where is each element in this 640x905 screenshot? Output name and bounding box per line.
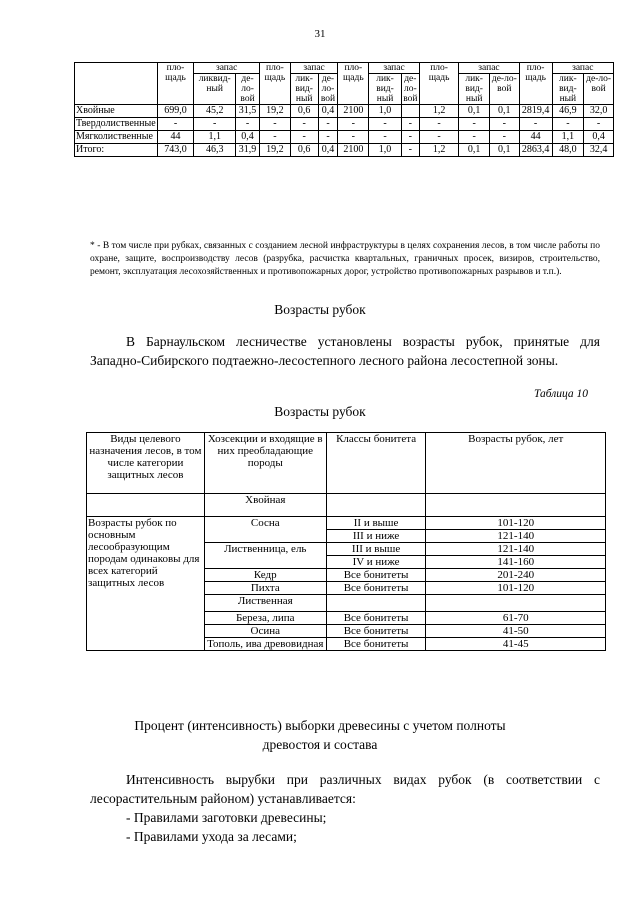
table1-cell: 2819,4 (519, 105, 552, 118)
table10-age: 41-45 (426, 638, 606, 651)
table1-cell: - (236, 118, 260, 131)
table1-row-label: Твердолиственные (76, 118, 156, 129)
table10-empty-cell (326, 494, 426, 517)
table10-species: Тополь, ива древовидная (204, 638, 326, 651)
table1-header: запас (194, 63, 260, 74)
table1-cell: 0,4 (318, 105, 338, 118)
table1-cell: 0,6 (290, 105, 318, 118)
table1-cell: 1,2 (419, 105, 459, 118)
table10-bonitet: III и ниже (326, 530, 426, 543)
table1-cell: 19,2 (259, 144, 290, 157)
footnote: * - В том числе при рубках, связанных с созданием лесной инфраструктуры в целях сохранения лесов, в том числе работы по охране, защите, воспроизводству лесов (разрубка, расчистка квартальных, граничных просек, визиров, строительство, ремонт, эксплуатация лесохозяйственных и противопожарных дорог, устройство противопожарных разрывов и т.п.). (90, 241, 600, 277)
table10-bonitet: Все бонитеты (326, 582, 426, 595)
table10-age: 121-140 (426, 543, 606, 556)
table1-row (75, 118, 614, 131)
table1-header: пло-щадь (338, 63, 369, 105)
table1-cell: 46,9 (552, 105, 584, 118)
table1-cell: - (401, 144, 419, 157)
table10-header: Классы бонитета (326, 433, 426, 494)
table1-cell: 0,1 (459, 105, 490, 118)
table1-cell: - (490, 118, 520, 131)
table1-cell: 0,4 (584, 131, 614, 144)
table10-title: Возрасты рубок (274, 404, 366, 419)
table10-purpose: Возрасты рубок по основным лесообразующим породам одинаковы для всех категорий защитных лесов (87, 517, 205, 651)
table10-species: Пихта (204, 582, 326, 595)
table1-cell: 0,4 (318, 144, 338, 157)
table1-header: запас (290, 63, 338, 74)
table10-bonitet: Все бонитеты (326, 569, 426, 582)
table1-cell: 32,4 (584, 144, 614, 157)
heading-ages: Возрасты рубок (274, 302, 366, 317)
table1-cell: - (338, 131, 369, 144)
table10-bonitet: IV и ниже (326, 556, 426, 569)
table10-age: 141-160 (426, 556, 606, 569)
table1-header: пло-щадь (419, 63, 459, 105)
table1-subheader: де-ло-вой (318, 74, 338, 105)
table1-cell: 19,2 (259, 105, 290, 118)
table1-cell: - (259, 118, 290, 131)
table1-cell: 48,0 (552, 144, 584, 157)
table1-header: пло-щадь (157, 63, 194, 105)
table10-header: Виды целевого назначения лесов, в том числе категории защитных лесов (87, 433, 205, 494)
paragraph-intensity: Интенсивность вырубки при различных видах рубок (в соответствии с лесорастительным районом) устанавливается: (90, 772, 600, 806)
table1-cell: 1,0 (369, 105, 402, 118)
table10-age: 61-70 (426, 612, 606, 625)
table10-species: Сосна (204, 517, 326, 543)
table1-cell: 46,3 (194, 144, 236, 157)
table10-caption: Таблица 10 (533, 388, 588, 400)
table1-cell: - (401, 118, 419, 131)
table1-row-label: Итого: (75, 144, 158, 157)
table1-cell: 0,1 (459, 144, 490, 157)
table1-row-label: Мягколиственные (75, 131, 158, 144)
table1-cell: 31,5 (236, 105, 260, 118)
table1-cell: - (369, 118, 402, 131)
table1-cell: 0,1 (490, 105, 520, 118)
table1-cell: 1,1 (194, 131, 236, 144)
table10-group-deciduous: Лиственная (204, 595, 326, 612)
table1-subheader: ликвид-ный (194, 74, 236, 105)
table1-cell: 44 (519, 131, 552, 144)
table1-cell: - (194, 118, 236, 131)
table1-subheader: де-ло-вой (403, 74, 418, 104)
table1-subheader: лик-вид-ный (369, 74, 402, 105)
table1-cell: 31,9 (236, 144, 260, 157)
table1-cell: 0,4 (236, 131, 260, 144)
table1-cell: 1,0 (369, 144, 402, 157)
table1-cell: - (318, 118, 338, 131)
heading-percent-line2: древостоя и состава (262, 737, 378, 752)
table1-cell: - (401, 131, 419, 144)
table1-row-label: Хвойные (75, 105, 158, 118)
table1-cell: 44 (157, 131, 194, 144)
table1-cell: - (338, 118, 369, 131)
harvest-volume-table (74, 62, 614, 157)
table10-empty-cell (326, 595, 426, 612)
table1-header: пло-щадь (259, 63, 290, 105)
table10-species: Лиственница, ель (204, 543, 326, 569)
table1-cell: 1,1 (552, 131, 584, 144)
table10-row (87, 517, 606, 530)
table1-cell: 0,1 (490, 144, 520, 157)
table1-cell: 1,2 (419, 144, 459, 157)
table10-bonitet: II и выше (326, 517, 426, 530)
table1-cell: 32,0 (584, 105, 614, 118)
table1-header: запас (552, 63, 613, 74)
table10-species: Береза, липа (204, 612, 326, 625)
page-number: 31 (314, 28, 326, 40)
list-item: - Правилами ухода за лесами; (126, 829, 297, 844)
table1-subheader: лик-вид-ный (459, 74, 490, 105)
table1-cell: 743,0 (157, 144, 194, 157)
table10-bonitet: III и выше (326, 543, 426, 556)
table1-cell: - (419, 131, 459, 144)
table10-species: Осина (204, 625, 326, 638)
table10-group-row (87, 494, 606, 517)
table1-cell: - (318, 131, 338, 144)
table10-empty-cell (87, 494, 205, 517)
table1-cell: - (290, 118, 318, 131)
table1-header: пло-щадь (519, 63, 552, 105)
table10-age: 121-140 (426, 530, 606, 543)
table1-cell: - (419, 118, 459, 131)
heading-percent-line1: Процент (интенсивность) выборки древесины с учетом полноты (134, 718, 506, 733)
table10-age: 101-120 (426, 582, 606, 595)
table1-row (75, 105, 614, 118)
table1-cell: - (157, 118, 194, 131)
table10-header-row (87, 433, 606, 494)
table1-cell: - (259, 131, 290, 144)
table1-cell: 45,2 (194, 105, 236, 118)
table1-cell: - (519, 118, 552, 131)
table10-age: 201-240 (426, 569, 606, 582)
table1-cell: 2863,4 (519, 144, 552, 157)
table1-subheader: де-ло-вой (584, 74, 614, 105)
table1-header: запас (369, 63, 420, 74)
table1-row (75, 131, 614, 144)
table1-cell: - (290, 131, 318, 144)
table1-subheader: лик-вид-ный (290, 74, 318, 105)
table10-bonitet: Все бонитеты (326, 612, 426, 625)
table1-subheader: лик-вид-ный (552, 74, 584, 105)
table1-corner-cell (75, 63, 158, 105)
table1-cell: 699,0 (157, 105, 194, 118)
list-item: - Правилами заготовки древесины; (126, 810, 327, 825)
table10-age: 41-50 (426, 625, 606, 638)
table1-cell: - (584, 118, 614, 131)
table1-cell: - (459, 131, 490, 144)
table1-cell: - (552, 118, 584, 131)
table10-bonitet: Все бонитеты (326, 638, 426, 651)
table10-bonitet: Все бонитеты (326, 625, 426, 638)
table1-subheader: де-ло-вой (490, 74, 520, 105)
table1-cell: 2100 (338, 105, 369, 118)
cutting-ages-table (86, 432, 606, 651)
table1-cell: 2100 (338, 144, 369, 157)
table1-cell: 0,6 (290, 144, 318, 157)
table10-header: Хозсекции и входящие в них преобладающие породы (204, 433, 326, 494)
table1-cell (401, 105, 419, 118)
table1-cell: - (459, 118, 490, 131)
table1-cell: - (490, 131, 520, 144)
table1-header-row (75, 63, 614, 74)
table10-group-coniferous: Хвойная (204, 494, 326, 517)
table10-species: Кедр (204, 569, 326, 582)
table10-header: Возрасты рубок, лет (426, 433, 606, 494)
table10-age: 101-120 (426, 517, 606, 530)
table1-header: запас (459, 63, 519, 74)
table10-empty-cell (426, 595, 606, 612)
table1-row (75, 144, 614, 157)
paragraph-ages: В Барнаульском лесничестве установлены возрасты рубок, принятые для Западно-Сибирского подтаежно-лесостепного лесного района лесостепной зоны. (90, 334, 600, 368)
table1-subheader: де-ло-вой (236, 74, 260, 105)
table1-cell: - (369, 131, 402, 144)
table10-empty-cell (426, 494, 606, 517)
